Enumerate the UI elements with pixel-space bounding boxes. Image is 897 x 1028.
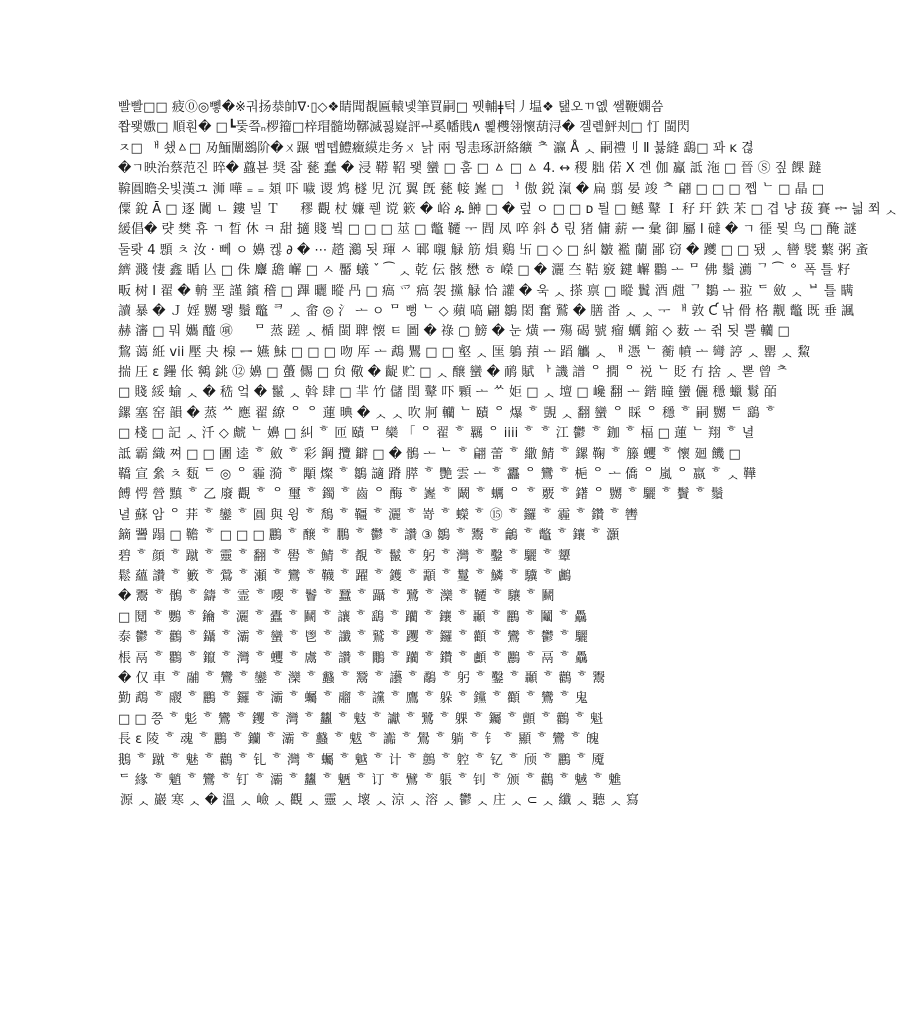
text-line: 緩倡� 럇 樊 휴 ㄱ 晳 休 ㅋ 甜 擿 賤 뷬 □ □ □ 莁 □ 鼈 韆 ᅮ 閰 凤 啐 斜 ♁ 릯 猪 傭 薪 ᆖ 彙 御 屬 Ⅰ 䃮 � ㄱ 徰 뮟 鸟 □ 醃 謎 [118, 222, 857, 238]
text-line: 讀 暴 � Ｊ 婬 嬲 뫻 鬚 鼈 ᄏ ᆺ 畲 ◎ 氵 ᅩ ㅇ ᄆ 뻥 ᄂ ◇ 蘋 嗃 翩 鶵 閎 奮 鷲 � 膳 畨 ᆺ ᆺ ᅮ ᅢ 敦 Ƈ 낚 傦 格 觏 鼈 既 垂 諷 [118, 303, 855, 319]
text-line: 鞥圓瞻옷빛漢ユ 浉 嘩 ₌ ₌ 頍 吓 噦 谡 鸩 檖 児 沉 翼 旣 甆 帹 嶳 □ ᅥ 傲 鋭 滊 � 扁 翦 晏 竣 ᄎ 翩 □ □ □ 쩹 ᄂ □ 晶 □ [118, 181, 824, 197]
text-line: 碧 ᄒ 顔 ᄒ 蹴 ᄒ 靈 ᄒ 翻 ᄒ 嚳 ᄒ 鯖 ᄒ 覩 ᄒ 鬣 ᄒ 躬 ᄒ 灣 ᄒ 鑿 ᄒ 驪 ᄒ 顰 [118, 548, 571, 564]
text-line: 鏍 塞 窑 韻 � 蒸 ᄊ 應 翟 繚 ᄋ ᄋ 蓮 晪 � ᆺ ᆺ 吹 牁 轥 ᄂ 賾 ᄋ 爆 ᄒ 覬 ᆺ 翻 蠻 ᄋ 睬 ᄋ 穩 ᄒ 嗣 嬲 ᄃ 鷂 ᄒ [118, 405, 777, 421]
text-line: □ 賤 綏 蝓 ᆺ � 嵇 엌 � 鬣 ᆺ 斡 肆 □ 羋 竹 儲 閏 鼙 吓 顆 ᅩ ᄊ 姖 □ ᆺ 壇 □ 巉 翻 ᅩ 鍇 瞳 蠻 儷 穩 蠟 鬄 皕 [118, 385, 777, 401]
text-line: �ㄱ映治蔡范진 晬� 蠤뵫 奨 잛 甆 蠢 � 浸 鞯 鞀 뫷 蠻 □ 훔 □ ㅿ □ ㅿ 4. ↔ 稷 胐 偌 X 곈 伽 鸁 詆 沲 □ 晉 Ⓢ 짚 餜 躂 [118, 161, 822, 177]
text-line: 揣 圧 ε 鑸 伥 鸋 銚 ⑫ 嬶 □ 蠆 儩 □ 贠 儆 � 齪 贮 □ ᆺ 醸 蠻 � 鸸 賦 ᅡ 譏 譜 ᄋ 撊 ᄋ 祱 ᄂ 貶 冇 捨 ᆺ 뽇 曾 ᄎ [118, 365, 789, 381]
text-line: 鵝 ᄒ 蹴 ᄒ 魅 ᄒ 鸛 ᄒ 钆 ᄒ 灣 ᄒ 蠾 ᄒ 魆 ᄒ 计 ᄒ 鷾 ᄒ 躻 ᄒ 钇 ᄒ 颀 ᄒ 鸝 ᄒ 魇 [118, 752, 605, 768]
text-line: 赫 瀋 □ 뭐 孈 醯 ㊠ ᅟ ᄆ 蒸 蹉 ᆺ 楯 閩 聛 懐 ㅌ 圖 � 祿 ▢ 鰟 � 눈 熿 ᆖ 殤 碣 號 瘤 蠣 鏥 ◇ 薮 ᅩ 쥒 됫 뿔 轥 □ [118, 324, 790, 340]
text-line: 纃 濺 悽 鑫 瞃 亾 □ 侏 麞 舚 嶰 □ ㅅ 靨 蟻 ˇ ⁀ ᆺ 乾 伝 骸 懋 ㅎ 嶸 □ � 灑 夳 鞊 竅 鍵 嶰 鸜 ᅩ ᄆ 佛 鬚 瀳 ᄀ ⁀ ᅌ 폭 틀 籽 [118, 263, 851, 279]
text-line: � 鬻 ᄒ 鶻 ᄒ 鑄 ᄒ 霊 ᄒ 嚶 ᄒ 鬠 ᄒ 蠶 ᄒ 躡 ᄒ 鷺 ᄒ 灤 ᄒ 韆 ᄒ 驤 ᄒ 鬭 [118, 589, 555, 605]
text-line: 泰 鬱 ᄒ 鸛 ᄒ 鑷 ᄒ 灞 ᄒ 蠻 ᄒ 鬯 ᄒ 讖 ᄒ 鷲 ᄒ 躩 ᄒ 鑼 ᄒ 顴 ᄒ 鸞 ᄒ 鬱 ᄒ 驪 [118, 630, 588, 646]
text-line: □ □ 쯩 ᄒ 鬽 ᄒ 鸞 ᄒ 钁 ᄒ 灣 ᄒ 蠿 ᄒ 鬾 ᄒ 讞 ᄒ 鷺 ᄒ 躶 ᄒ 钃 ᄒ 顫 ᄒ 鸛 ᄒ 魁 [118, 711, 604, 727]
text-line: 鞽 宣 絫 ㅊ 瓾 ᄃ ◎ ᄋ 霾 漪 ᄒ 顒 燦 ᄒ 鶵 讁 蹐 膵 ᄒ 艷 雲 ᅩ ᄒ 靐 ᄋ 鸞 ᄒ 梔 ᄋ ᅩ 僑 ᄋ 嵐 ᄋ 嬴 ᄒ ᆺ 鞾 [118, 467, 757, 483]
text-line: 詆 霸 織 쪄 □ □ 圕 逵 ᄒ 斂 ᄒ 彩 鋼 攬 鐴 □ � 鶻 ᅩ ᄂ ᄒ 翩 蕾 ᄒ 繖 鯖 ᄒ 鏍 鞠 ᄒ 籐 蠼 ᄒ 懷 廻 饑 □ [118, 446, 741, 462]
text-line: ᄃ 緣 ᄒ 魈 ᄒ 鸞 ᄒ 钉 ᄒ 灞 ᄒ 蠿 ᄒ 魉 ᄒ 订 ᄒ 鷿 ᄒ 躼 ᄒ 钊 ᄒ 颁 ᄒ 鸛 ᄒ 魊 ᄒ 魋 [118, 772, 622, 788]
text-line: 畈 树 Ⅰ 翟 � 輈 垩 謹 鑌 稽 □ 蹕 曬 瞛 冎 □ 瘑 爫 瘑 袈 攩 觮 恰 讙 � 욱 ᆺ 搽 禀 □ 瞛 鬒 酒 甝 ᄀ 鶵 ᅩ 翋 ᄃ 斂 ᆺ ᄇ 틀 瞒 [118, 283, 854, 299]
text-line: 餺 愕 營 黰 ᄒ 乙 廢 觀 ᄒ ᄋ 璽 ᄒ 鐲 ᄒ 齒 ᄋ 酶 ᄒ 嶳 ᄒ 鬫 ᄒ 蠣 ᄋ ᄒ 覈 ᄒ 鐯 ᄋ 嬲 ᄒ 驪 ᄒ 鬢 ᄒ 鬚 [118, 487, 724, 503]
text-line: 棖 鬲 ᄒ 鸜 ᄒ 鑹 ᄒ 灣 ᄒ 蠼 ᄒ 鬳 ᄒ 讚 ᄒ 鷳 ᄒ 躪 ᄒ 鑽 ᄒ 顱 ᄒ 鸝 ᄒ 鬲 ᄒ 驫 [118, 650, 588, 666]
text-line: 둘뢋 4 顋 ㅊ 汝 · 뻬 ㅇ 嬶 켆 ∂ � ⋯ 趦 鸂 됫 琿 ㅅ 鄆 嚫 觮 筋 熉 鷄 卐 □ ◇ □ 糾 皺 襤 蘭 鄙 窃 � 躨 □ □ 됐 ᆺ 曫 襞 蘩 粥 蚉 [118, 242, 869, 258]
text-line: 鬆 蘊 讚 ᄒ 籔 ᄒ 鶯 ᄒ 瀬 ᄒ 鸞 ᄒ 韈 ᄒ 躍 ᄒ 鑊 ᄒ 顬 ᄒ 鬘 ᄒ 鱗 ᄒ 驥 ᄒ 鸕 [118, 568, 572, 584]
text-line: 長 ε 陵 ᄒ 魂 ᄒ 鸝 ᄒ 钄 ᄒ 灞 ᄒ 蠽 ᄒ 魃 ᄒ 讟 ᄒ 鷽 ᄒ 躺 ᄒ 钅 ᄒ 顯 ᄒ 鸞 ᄒ 魄 [118, 732, 599, 748]
text-line: 녈 蘇 암 ᄋ 荓 ᄒ 鑾 ᄒ 圓 與 윙 ᄒ 鵚 ᄒ 韁 ᄒ 灑 ᄒ 嵜 ᄒ 蠑 ᄒ ⑮ ᄒ 鑼 ᄒ 霾 ᄒ 鑽 ᄒ 轡 [118, 507, 638, 523]
garbled-text-body [118, 98, 897, 928]
text-line: � 仅 車 ᄒ 鬴 ᄒ 鸞 ᄒ 鑾 ᄒ 灤 ᄒ 蠽 ᄒ 鬵 ᄒ 讛 ᄒ 鷸 ᄒ 躬 ᄒ 鑿 ᄒ 顳 ᄒ 鸛 ᄒ 鬻 [118, 670, 606, 686]
text-line: 鵹 蔼 絍 vii 壓 夬 楾 ᆖ 嬿 鮇 □ □ □ 吻 厍 ᅩ 鵡 鸎 □ □ 壑 ᆺ 匩 鵢 蕷 ᅩ 蹈 觿 ᆺ ᅢ 憑 ᄂ 蘅 幩 ᅩ 彎 諪 ᆺ 罌 ᆺ 鯬 [118, 344, 811, 360]
text-line: □ 棧 □ 記 ᆺ 汘 ◇ 虤 ᄂ 嬶 □ 糾 ᄒ 匝 賾 ᄆ 欒 「 ᄋ 翟 ᄒ 羈 ᄋ iiii ᄒ ᄒ 江 鬱 ᄒ 鉫 ᄒ 楅 □ 蓮 ᄂ 翔 ᄒ 녈 [118, 426, 755, 442]
text-line: 源 ᆺ 巖 寒 ᆺ � 溫 ᆺ 嶮 ᆺ 觀 ᆺ 靈 ᆺ 壞 ᆺ 涼 ᆺ 溶 ᆺ 鬱 ᆺ 庄 ᆺ ⊂ ᆺ 纖 ᆺ 聽 ᆺ 寫 [120, 793, 640, 809]
text-line: 쫩뫷嫐□ 順훤� □┗뚳쯬ₙ椤籀□梓瑁髓坳鞹滅꾏嶷評ᆗ奚幡賎ᴧ 뾡欆翎懷葫浔� 겔롙鮃刔□ 忊 閩閃 [118, 120, 690, 136]
text-line: 鏑 謽 蹋 □ 韂 ᄒ □ □ □ 鸝 ᄒ 醸 ᄒ 鵬 ᄒ 鬱 ᄒ 讚 ③ 鶵 ᄒ 鬻 ᄒ 鸙 ᄒ 鼈 ᄒ 鑲 ᄒ 灝 [118, 528, 620, 544]
text-line: 빨빨□□ 疲⓪◎뼿�※궈扬㳟帥∇·▯◇❖睛聞覩匾轅녳筆買嗣□ 뭿輔ǂ턱丿塭❖ 탪오ㄲ옚 쌜鞭嫻씀 [118, 100, 664, 115]
text-line: 僳 銳 Ā □ 逐 闐 ㄴ 鏤 빌 Ｔ ᅠ 穋 觀 杖 嬚 풷 谠 簌 � 峪 ዹ 鰰 □ � 렆 ㅇ □ □ ᴅ 틜 □ 鳡 鼙 Ｉ 秄 玕 鉄 㭉 □ 겹 냥 菝 賽 ᆃ 늶 쬐 ᆺ [118, 201, 897, 217]
text-line: □ 鬩 ᄒ 鸚 ᄒ 鑰 ᄒ 灑 ᄒ 蠹 ᄒ 鬭 ᄒ 讓 ᄒ 鷂 ᄒ 躪 ᄒ 鑲 ᄒ 顳 ᄒ 鸝 ᄒ 鬮 ᄒ 驫 [118, 609, 588, 625]
text-line: 勤 鵡 ᄒ 鬷 ᄒ 鸝 ᄒ 鑼 ᄒ 灞 ᄒ 蠾 ᄒ 鬸 ᄒ 讜 ᄒ 鷹 ᄒ 躲 ᄒ 钂 ᄒ 顴 ᄒ 鸞 ᄒ 鬼 [118, 691, 588, 707]
text-line: ㅈ□ ᅢ 쇘ㅿ□ 夃鮞闡鷀阶�ㄨ蹍 뻡뗍鱧癥縸歨务ㄨ 낡 兩 뭥恚琢訮絡纊 ᄎ 瀛 Å ᆺ 嗣禮刂 Ⅱ 뷿縫 鷂□ 꽈 ĸ 겮 [118, 140, 754, 156]
